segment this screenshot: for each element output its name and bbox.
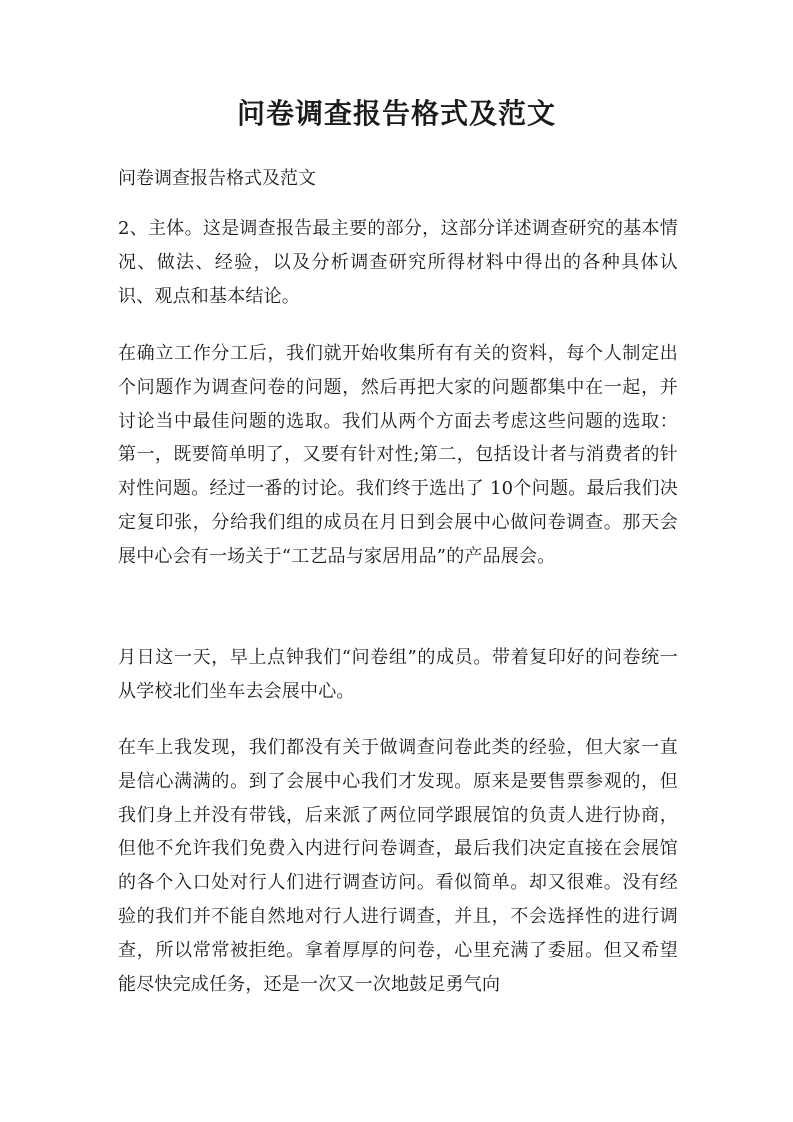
- paragraph-on-the-bus: 在车上我发现，我们都没有关于做调查问卷此类的经验，但大家一直是信心满满的。到了会展中心我们才发现。原来是要售票参观的，但我们身上并没有带钱，后来派了两位同学跟展馆的负责人进行协商，但他不允许我们免费入内进行问卷调查，最后我们决定直接在会展馆的各个入口处对行人们进行调查访问。看似简单。却又很难。没有经验的我们并不能自然地对行人进行调查，并且，不会选择性的进行调查，所以常常被拒绝。拿着厚厚的问卷，心里充满了委屈。但又希望能尽快完成任务，还是一次又一次地鼓足勇气向: [118, 737, 678, 995]
- paragraph-survey-day: 月日这一天，早上点钟我们“问卷组”的成员。带着复印好的问卷统一从学校北们坐车去会展中心。: [118, 647, 678, 702]
- paragraph-work-division: 在确立工作分工后，我们就开始收集所有有关的资料，每个人制定出个问题作为调查问卷的问题，然后再把大家的问题都集中在一起，并讨论当中最佳问题的选取。我们从两个方面去考虑这些问题的选取：第一，既要简单明了，又要有针对性;第二，包括设计者与消费者的针对性问题。经过一番的讨论。我们终于选出了 10个问题。最后我们决定复印张，分给我们组的成员在月日到会展中心做问卷调查。那天会展中心会有一场关于“工艺品与家居用品”的产品展会。: [118, 343, 678, 567]
- document-title: 问卷调查报告格式及范文: [236, 97, 556, 130]
- document-subtitle: 问卷调查报告格式及范文: [118, 168, 316, 189]
- paragraph-main-body: 2、主体。这是调查报告最主要的部分，这部分详述调查研究的基本情况、做法、经验，以及分析调查研究所得材料中得出的各种具体认识、观点和基本结论。: [118, 218, 678, 307]
